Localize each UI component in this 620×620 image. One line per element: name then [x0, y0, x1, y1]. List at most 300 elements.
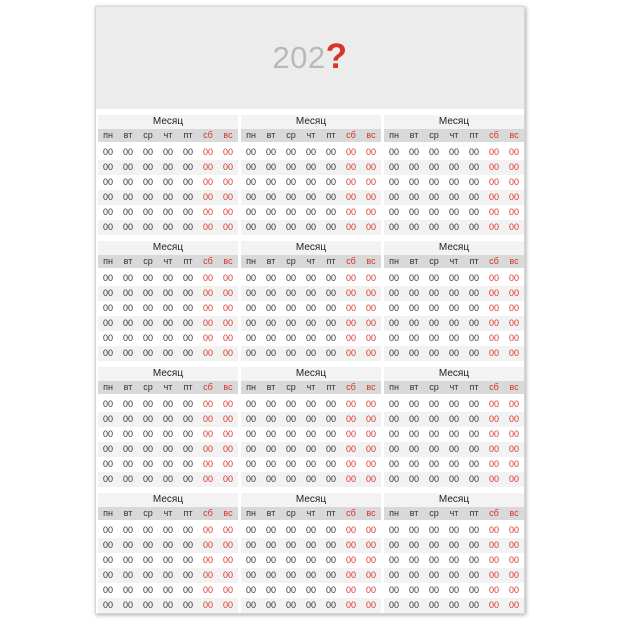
day-cell: 00 — [245, 585, 256, 595]
day-cell: 00 — [245, 570, 256, 580]
weekday-label: чт — [163, 508, 173, 518]
day-cell: 00 — [325, 585, 336, 595]
week-row — [241, 205, 381, 220]
day-cell: 00 — [102, 192, 113, 202]
day-cell: 00 — [448, 459, 459, 469]
month-block — [241, 493, 381, 613]
day-cell: 00 — [142, 585, 153, 595]
day-cell: 00 — [428, 207, 439, 217]
week-row — [98, 412, 238, 427]
day-cell: 00 — [245, 555, 256, 565]
weekday-label: вт — [409, 382, 419, 392]
day-cell: 00 — [345, 585, 356, 595]
month-block — [98, 367, 238, 487]
day-cell: 00 — [222, 222, 233, 232]
day-cell: 00 — [428, 585, 439, 595]
weekday-label: вс — [223, 508, 233, 518]
day-cell: 00 — [388, 600, 399, 610]
day-cell: 00 — [122, 192, 133, 202]
week-row — [384, 457, 524, 472]
day-cell: 00 — [488, 147, 499, 157]
day-cell: 00 — [468, 525, 479, 535]
week-row — [98, 568, 238, 583]
day-cell: 00 — [265, 459, 276, 469]
day-cell: 00 — [122, 303, 133, 313]
year-suffix: ? — [325, 37, 348, 76]
day-cell: 00 — [245, 192, 256, 202]
day-cell: 00 — [468, 177, 479, 187]
day-cell: 00 — [142, 192, 153, 202]
day-cell: 00 — [285, 414, 296, 424]
day-cell: 00 — [285, 459, 296, 469]
day-cell: 00 — [408, 318, 419, 328]
day-cell: 00 — [365, 147, 376, 157]
day-cell: 00 — [285, 318, 296, 328]
week-row — [98, 331, 238, 346]
day-cell: 00 — [428, 399, 439, 409]
day-cell: 00 — [305, 333, 316, 343]
day-cell: 00 — [388, 318, 399, 328]
day-cell: 00 — [345, 348, 356, 358]
weekday-header — [384, 129, 524, 142]
day-cell: 00 — [142, 333, 153, 343]
day-cell: 00 — [142, 414, 153, 424]
weekday-label: ср — [143, 508, 153, 518]
day-cell: 00 — [428, 555, 439, 565]
day-cell: 00 — [345, 474, 356, 484]
day-cell: 00 — [102, 540, 113, 550]
day-cell: 00 — [365, 162, 376, 172]
weekday-header — [384, 255, 524, 268]
day-cell: 00 — [245, 333, 256, 343]
week-row — [98, 553, 238, 568]
day-cell: 00 — [345, 273, 356, 283]
day-cell: 00 — [365, 177, 376, 187]
day-cell: 00 — [182, 474, 193, 484]
month-block — [241, 367, 381, 487]
day-cell: 00 — [508, 540, 519, 550]
day-cell: 00 — [202, 414, 213, 424]
day-cell: 00 — [102, 177, 113, 187]
day-cell: 00 — [448, 222, 459, 232]
day-cell: 00 — [488, 399, 499, 409]
day-cell: 00 — [222, 147, 233, 157]
week-row — [241, 523, 381, 538]
weekday-label: пн — [103, 382, 113, 392]
day-cell: 00 — [265, 600, 276, 610]
weekday-header — [98, 381, 238, 394]
day-cell: 00 — [162, 429, 173, 439]
day-cell: 00 — [182, 303, 193, 313]
day-cell: 00 — [285, 147, 296, 157]
day-cell: 00 — [182, 570, 193, 580]
day-cell: 00 — [222, 555, 233, 565]
day-cell: 00 — [325, 207, 336, 217]
week-row — [98, 175, 238, 190]
day-cell: 00 — [448, 207, 459, 217]
day-cell: 00 — [265, 288, 276, 298]
day-cell: 00 — [202, 570, 213, 580]
day-cell: 00 — [285, 177, 296, 187]
day-cell: 00 — [448, 399, 459, 409]
day-cell: 00 — [345, 207, 356, 217]
weekday-label: чт — [449, 508, 459, 518]
day-cell: 00 — [408, 570, 419, 580]
weekday-label: ср — [429, 256, 439, 266]
day-cell: 00 — [365, 540, 376, 550]
day-cell: 00 — [388, 414, 399, 424]
weekday-label: вт — [409, 508, 419, 518]
day-cell: 00 — [468, 585, 479, 595]
weekday-label: пт — [326, 130, 336, 140]
day-cell: 00 — [285, 348, 296, 358]
day-cell: 00 — [122, 147, 133, 157]
day-cell: 00 — [325, 192, 336, 202]
day-cell: 00 — [202, 459, 213, 469]
day-cell: 00 — [325, 525, 336, 535]
day-cell: 00 — [408, 273, 419, 283]
day-cell: 00 — [388, 288, 399, 298]
day-cell: 00 — [202, 147, 213, 157]
day-cell: 00 — [162, 177, 173, 187]
day-cell: 00 — [345, 414, 356, 424]
week-row — [98, 160, 238, 175]
day-cell: 00 — [122, 585, 133, 595]
weekday-label: вт — [266, 508, 276, 518]
day-cell: 00 — [162, 147, 173, 157]
day-cell: 00 — [448, 318, 459, 328]
day-cell: 00 — [122, 399, 133, 409]
day-cell: 00 — [345, 429, 356, 439]
week-row — [241, 175, 381, 190]
day-cell: 00 — [325, 303, 336, 313]
weekday-label: сб — [489, 382, 499, 392]
day-cell: 00 — [345, 222, 356, 232]
day-cell: 00 — [488, 474, 499, 484]
day-cell: 00 — [162, 555, 173, 565]
day-cell: 00 — [305, 177, 316, 187]
day-cell: 00 — [428, 600, 439, 610]
day-cell: 00 — [488, 192, 499, 202]
day-cell: 00 — [508, 555, 519, 565]
day-cell: 00 — [365, 273, 376, 283]
calendar-header — [96, 7, 524, 109]
day-cell: 00 — [202, 222, 213, 232]
day-cell: 00 — [222, 399, 233, 409]
day-cell: 00 — [388, 333, 399, 343]
day-cell: 00 — [428, 318, 439, 328]
day-cell: 00 — [305, 318, 316, 328]
day-cell: 00 — [448, 585, 459, 595]
day-cell: 00 — [162, 399, 173, 409]
week-row — [384, 175, 524, 190]
day-cell: 00 — [448, 540, 459, 550]
day-cell: 00 — [388, 192, 399, 202]
month-block — [241, 115, 381, 235]
day-cell: 00 — [122, 162, 133, 172]
day-cell: 00 — [428, 177, 439, 187]
week-row — [384, 553, 524, 568]
day-cell: 00 — [142, 207, 153, 217]
week-row — [98, 427, 238, 442]
day-cell: 00 — [285, 288, 296, 298]
day-cell: 00 — [325, 399, 336, 409]
day-cell: 00 — [265, 348, 276, 358]
day-cell: 00 — [202, 585, 213, 595]
day-cell: 00 — [468, 288, 479, 298]
day-cell: 00 — [142, 318, 153, 328]
day-cell: 00 — [365, 555, 376, 565]
day-cell: 00 — [122, 273, 133, 283]
day-cell: 00 — [182, 147, 193, 157]
day-cell: 00 — [305, 444, 316, 454]
day-cell: 00 — [488, 459, 499, 469]
day-cell: 00 — [142, 570, 153, 580]
day-cell: 00 — [265, 162, 276, 172]
day-cell: 00 — [428, 288, 439, 298]
week-row — [98, 457, 238, 472]
weekday-label: чт — [163, 130, 173, 140]
day-cell: 00 — [488, 303, 499, 313]
week-row — [98, 523, 238, 538]
weekday-label: ср — [286, 256, 296, 266]
day-cell: 00 — [142, 177, 153, 187]
day-cell: 00 — [245, 162, 256, 172]
day-cell: 00 — [142, 288, 153, 298]
day-cell: 00 — [408, 540, 419, 550]
weekday-label: чт — [449, 256, 459, 266]
day-cell: 00 — [468, 162, 479, 172]
day-cell: 00 — [285, 222, 296, 232]
day-cell: 00 — [468, 318, 479, 328]
day-cell: 00 — [428, 333, 439, 343]
day-cell: 00 — [122, 348, 133, 358]
day-cell: 00 — [222, 288, 233, 298]
day-cell: 00 — [222, 303, 233, 313]
day-cell: 00 — [265, 177, 276, 187]
day-cell: 00 — [245, 318, 256, 328]
week-row — [98, 316, 238, 331]
day-cell: 00 — [182, 162, 193, 172]
day-cell: 00 — [365, 303, 376, 313]
day-cell: 00 — [325, 459, 336, 469]
day-cell: 00 — [388, 459, 399, 469]
weekday-label: вт — [123, 508, 133, 518]
weekday-label: вс — [366, 256, 376, 266]
day-cell: 00 — [468, 414, 479, 424]
week-row — [384, 145, 524, 160]
day-cell: 00 — [428, 147, 439, 157]
day-cell: 00 — [265, 474, 276, 484]
day-cell: 00 — [428, 429, 439, 439]
weekday-label: пн — [103, 256, 113, 266]
week-row — [98, 190, 238, 205]
day-cell: 00 — [508, 474, 519, 484]
day-cell: 00 — [508, 288, 519, 298]
day-cell: 00 — [102, 555, 113, 565]
day-cell: 00 — [468, 192, 479, 202]
day-cell: 00 — [182, 525, 193, 535]
month-title: Месяц — [98, 241, 238, 255]
day-cell: 00 — [245, 540, 256, 550]
week-row — [384, 427, 524, 442]
day-cell: 00 — [222, 273, 233, 283]
day-cell: 00 — [182, 429, 193, 439]
day-cell: 00 — [162, 474, 173, 484]
day-cell: 00 — [508, 429, 519, 439]
day-cell: 00 — [488, 600, 499, 610]
day-cell: 00 — [265, 414, 276, 424]
month-title: Месяц — [384, 493, 524, 507]
day-cell: 00 — [222, 444, 233, 454]
day-cell: 00 — [182, 600, 193, 610]
day-cell: 00 — [222, 585, 233, 595]
day-cell: 00 — [428, 474, 439, 484]
weekday-label: ср — [286, 382, 296, 392]
day-cell: 00 — [305, 222, 316, 232]
day-cell: 00 — [285, 585, 296, 595]
day-cell: 00 — [182, 207, 193, 217]
day-cell: 00 — [162, 540, 173, 550]
day-cell: 00 — [265, 429, 276, 439]
day-cell: 00 — [142, 444, 153, 454]
weekday-header — [241, 255, 381, 268]
day-cell: 00 — [122, 177, 133, 187]
weekday-label: вс — [509, 382, 519, 392]
week-row — [241, 286, 381, 301]
weekday-label: чт — [306, 130, 316, 140]
day-cell: 00 — [265, 222, 276, 232]
month-block — [241, 241, 381, 361]
day-cell: 00 — [448, 162, 459, 172]
day-cell: 00 — [428, 525, 439, 535]
day-cell: 00 — [325, 222, 336, 232]
month-block — [384, 241, 524, 361]
day-cell: 00 — [388, 303, 399, 313]
day-cell: 00 — [222, 177, 233, 187]
day-cell: 00 — [488, 177, 499, 187]
day-cell: 00 — [388, 207, 399, 217]
day-cell: 00 — [202, 207, 213, 217]
day-cell: 00 — [325, 429, 336, 439]
weekday-label: сб — [489, 256, 499, 266]
day-cell: 00 — [245, 600, 256, 610]
day-cell: 00 — [202, 444, 213, 454]
day-cell: 00 — [245, 207, 256, 217]
day-cell: 00 — [102, 222, 113, 232]
day-cell: 00 — [245, 273, 256, 283]
day-cell: 00 — [388, 429, 399, 439]
weekday-label: пн — [389, 130, 399, 140]
day-cell: 00 — [222, 348, 233, 358]
day-cell: 00 — [448, 348, 459, 358]
month-title: Месяц — [98, 115, 238, 129]
weekday-label: чт — [306, 508, 316, 518]
weekday-header — [98, 507, 238, 520]
day-cell: 00 — [508, 459, 519, 469]
day-cell: 00 — [488, 273, 499, 283]
day-cell: 00 — [365, 474, 376, 484]
weekday-label: вт — [409, 256, 419, 266]
day-cell: 00 — [365, 429, 376, 439]
day-cell: 00 — [428, 444, 439, 454]
weekday-label: вт — [123, 130, 133, 140]
day-cell: 00 — [488, 555, 499, 565]
day-cell: 00 — [202, 303, 213, 313]
week-row — [98, 583, 238, 598]
day-cell: 00 — [142, 399, 153, 409]
day-cell: 00 — [428, 162, 439, 172]
week-row — [384, 190, 524, 205]
month-block — [98, 115, 238, 235]
week-row — [384, 568, 524, 583]
weekday-label: сб — [346, 508, 356, 518]
day-cell: 00 — [122, 207, 133, 217]
day-cell: 00 — [388, 348, 399, 358]
day-cell: 00 — [345, 459, 356, 469]
day-cell: 00 — [102, 570, 113, 580]
day-cell: 00 — [265, 585, 276, 595]
day-cell: 00 — [345, 570, 356, 580]
day-cell: 00 — [508, 177, 519, 187]
day-cell: 00 — [202, 555, 213, 565]
day-cell: 00 — [122, 555, 133, 565]
weekday-label: чт — [306, 382, 316, 392]
day-cell: 00 — [102, 414, 113, 424]
day-cell: 00 — [488, 540, 499, 550]
day-cell: 00 — [202, 429, 213, 439]
day-cell: 00 — [468, 570, 479, 580]
week-row — [241, 583, 381, 598]
week-row — [241, 442, 381, 457]
day-cell: 00 — [305, 429, 316, 439]
weekday-label: вс — [366, 130, 376, 140]
day-cell: 00 — [305, 540, 316, 550]
day-cell: 00 — [285, 555, 296, 565]
day-cell: 00 — [142, 540, 153, 550]
day-cell: 00 — [408, 600, 419, 610]
week-row — [98, 220, 238, 235]
week-row — [241, 316, 381, 331]
day-cell: 00 — [102, 333, 113, 343]
day-cell: 00 — [102, 303, 113, 313]
day-cell: 00 — [325, 540, 336, 550]
day-cell: 00 — [222, 600, 233, 610]
week-row — [241, 472, 381, 487]
day-cell: 00 — [408, 207, 419, 217]
day-cell: 00 — [265, 147, 276, 157]
day-cell: 00 — [305, 555, 316, 565]
day-cell: 00 — [325, 414, 336, 424]
day-cell: 00 — [265, 444, 276, 454]
day-cell: 00 — [508, 399, 519, 409]
day-cell: 00 — [265, 318, 276, 328]
day-cell: 00 — [488, 348, 499, 358]
weekday-label: пн — [389, 382, 399, 392]
weekday-label: пн — [389, 508, 399, 518]
weekday-label: вс — [366, 508, 376, 518]
day-cell: 00 — [448, 600, 459, 610]
week-row — [241, 301, 381, 316]
day-cell: 00 — [508, 207, 519, 217]
day-cell: 00 — [182, 585, 193, 595]
weekday-label: сб — [203, 382, 213, 392]
weekday-label: вс — [509, 130, 519, 140]
day-cell: 00 — [488, 570, 499, 580]
day-cell: 00 — [365, 585, 376, 595]
day-cell: 00 — [305, 399, 316, 409]
weekday-header — [241, 381, 381, 394]
